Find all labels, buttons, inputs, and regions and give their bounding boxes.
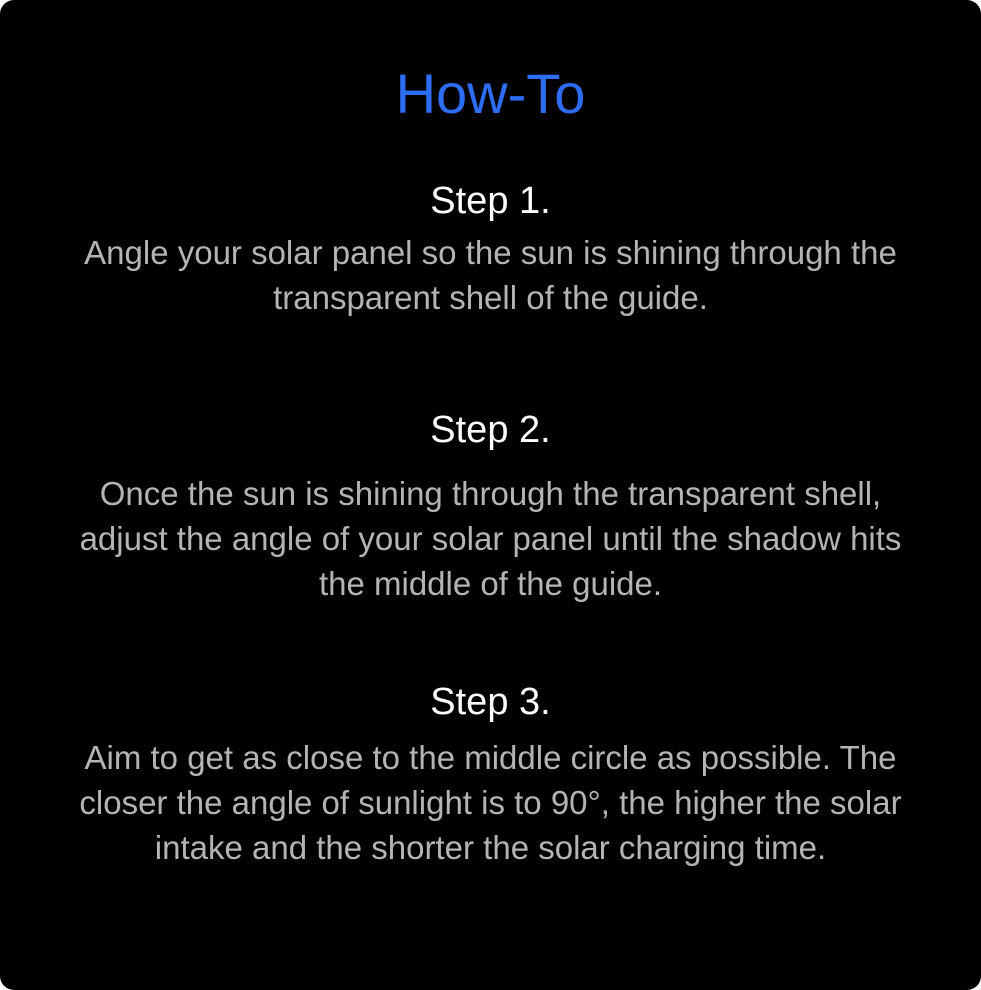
step-3-section (0, 679, 981, 870)
step-2-section (0, 407, 981, 606)
step-1-section (0, 178, 981, 320)
step-2-heading: Step 2. (430, 409, 551, 451)
step-1-text: Angle your solar panel so the sun is shining through the transparent shell of the guide. (84, 234, 897, 316)
step-2-text: Once the sun is shining through the transparent shell, adjust the angle of your solar panel until the shadow hits the middle of the guide. (79, 475, 902, 602)
step-1-heading: Step 1. (430, 180, 551, 222)
step-3-text: Aim to get as close to the middle circle as possible. The closer the angle of sunlight is to 90°, the higher the solar intake and the shorter the solar charging time. (79, 739, 902, 866)
step-3-heading: Step 3. (430, 681, 551, 723)
page-title: How-To (395, 62, 586, 125)
